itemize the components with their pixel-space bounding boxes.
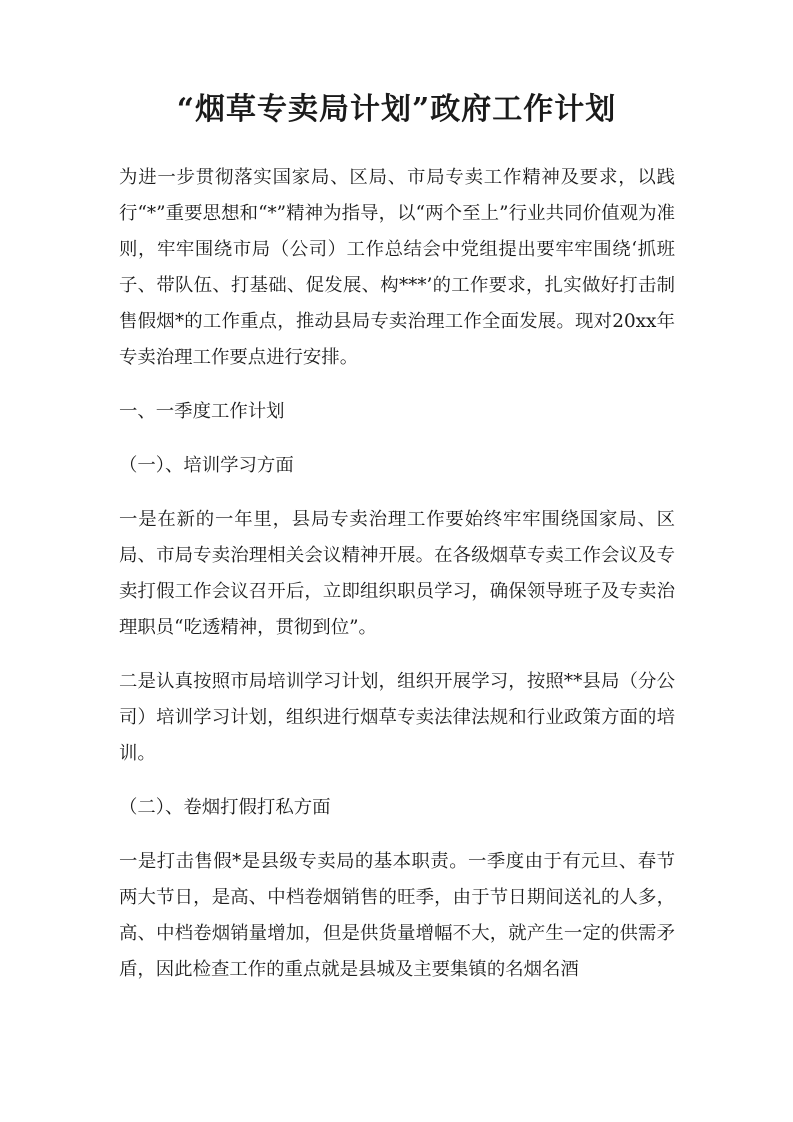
training-paragraph-1: 一是在新的一年里，县局专卖治理工作要始终牢牢围绕国家局、区局、市局专卖治理相关会议精神开展。在各级烟草专卖工作会议及专卖打假工作会议召开后，立即组织职员学习，确保领导班子及专卖治理职员“吃透精神，贯彻到位”。 — [119, 509, 675, 638]
intro-paragraph: 为进一步贯彻落实国家局、区局、市局专卖工作精神及要求，以践行“*”重要思想和“*”精神为指导，以“两个至上”行业共同价值观为准则，牢牢围绕市局（公司）工作总结会中党组提出要牢牢围绕‘抓班子、带队伍、打基础、促发展、构***’的工作要求，扎实做好打击制售假烟*的工作重点，推动县局专卖治理工作全面发展。现对20xx年专卖治理工作要点进行安排。 — [119, 167, 675, 368]
subsection-heading-anti-counterfeit: （二）、卷烟打假打私方面 — [119, 797, 331, 818]
document-body — [119, 160, 675, 1006]
training-paragraph-2: 二是认真按照市局培训学习计划，组织开展学习，按照**县局（分公司）培训学习计划，组织进行烟草专卖法律法规和行业政策方面的培训。 — [119, 671, 675, 764]
section-heading-q1: 一、一季度工作计划 — [119, 401, 285, 422]
anti-counterfeit-paragraph-1: 一是打击售假*是县级专卖局的基本职责。一季度由于有元旦、春节两大节日，是高、中档卷烟销售的旺季，由于节日期间送礼的人多，高、中档卷烟销量增加，但是供货量增幅不大，就产生一定的供需矛盾，因此检查工作的重点就是县城及主要集镇的名烟名酒 — [119, 851, 675, 980]
subsection-heading-training: （一）、培训学习方面 — [119, 455, 294, 476]
document-title: “烟草专卖局计划”政府工作计划 — [176, 92, 617, 127]
